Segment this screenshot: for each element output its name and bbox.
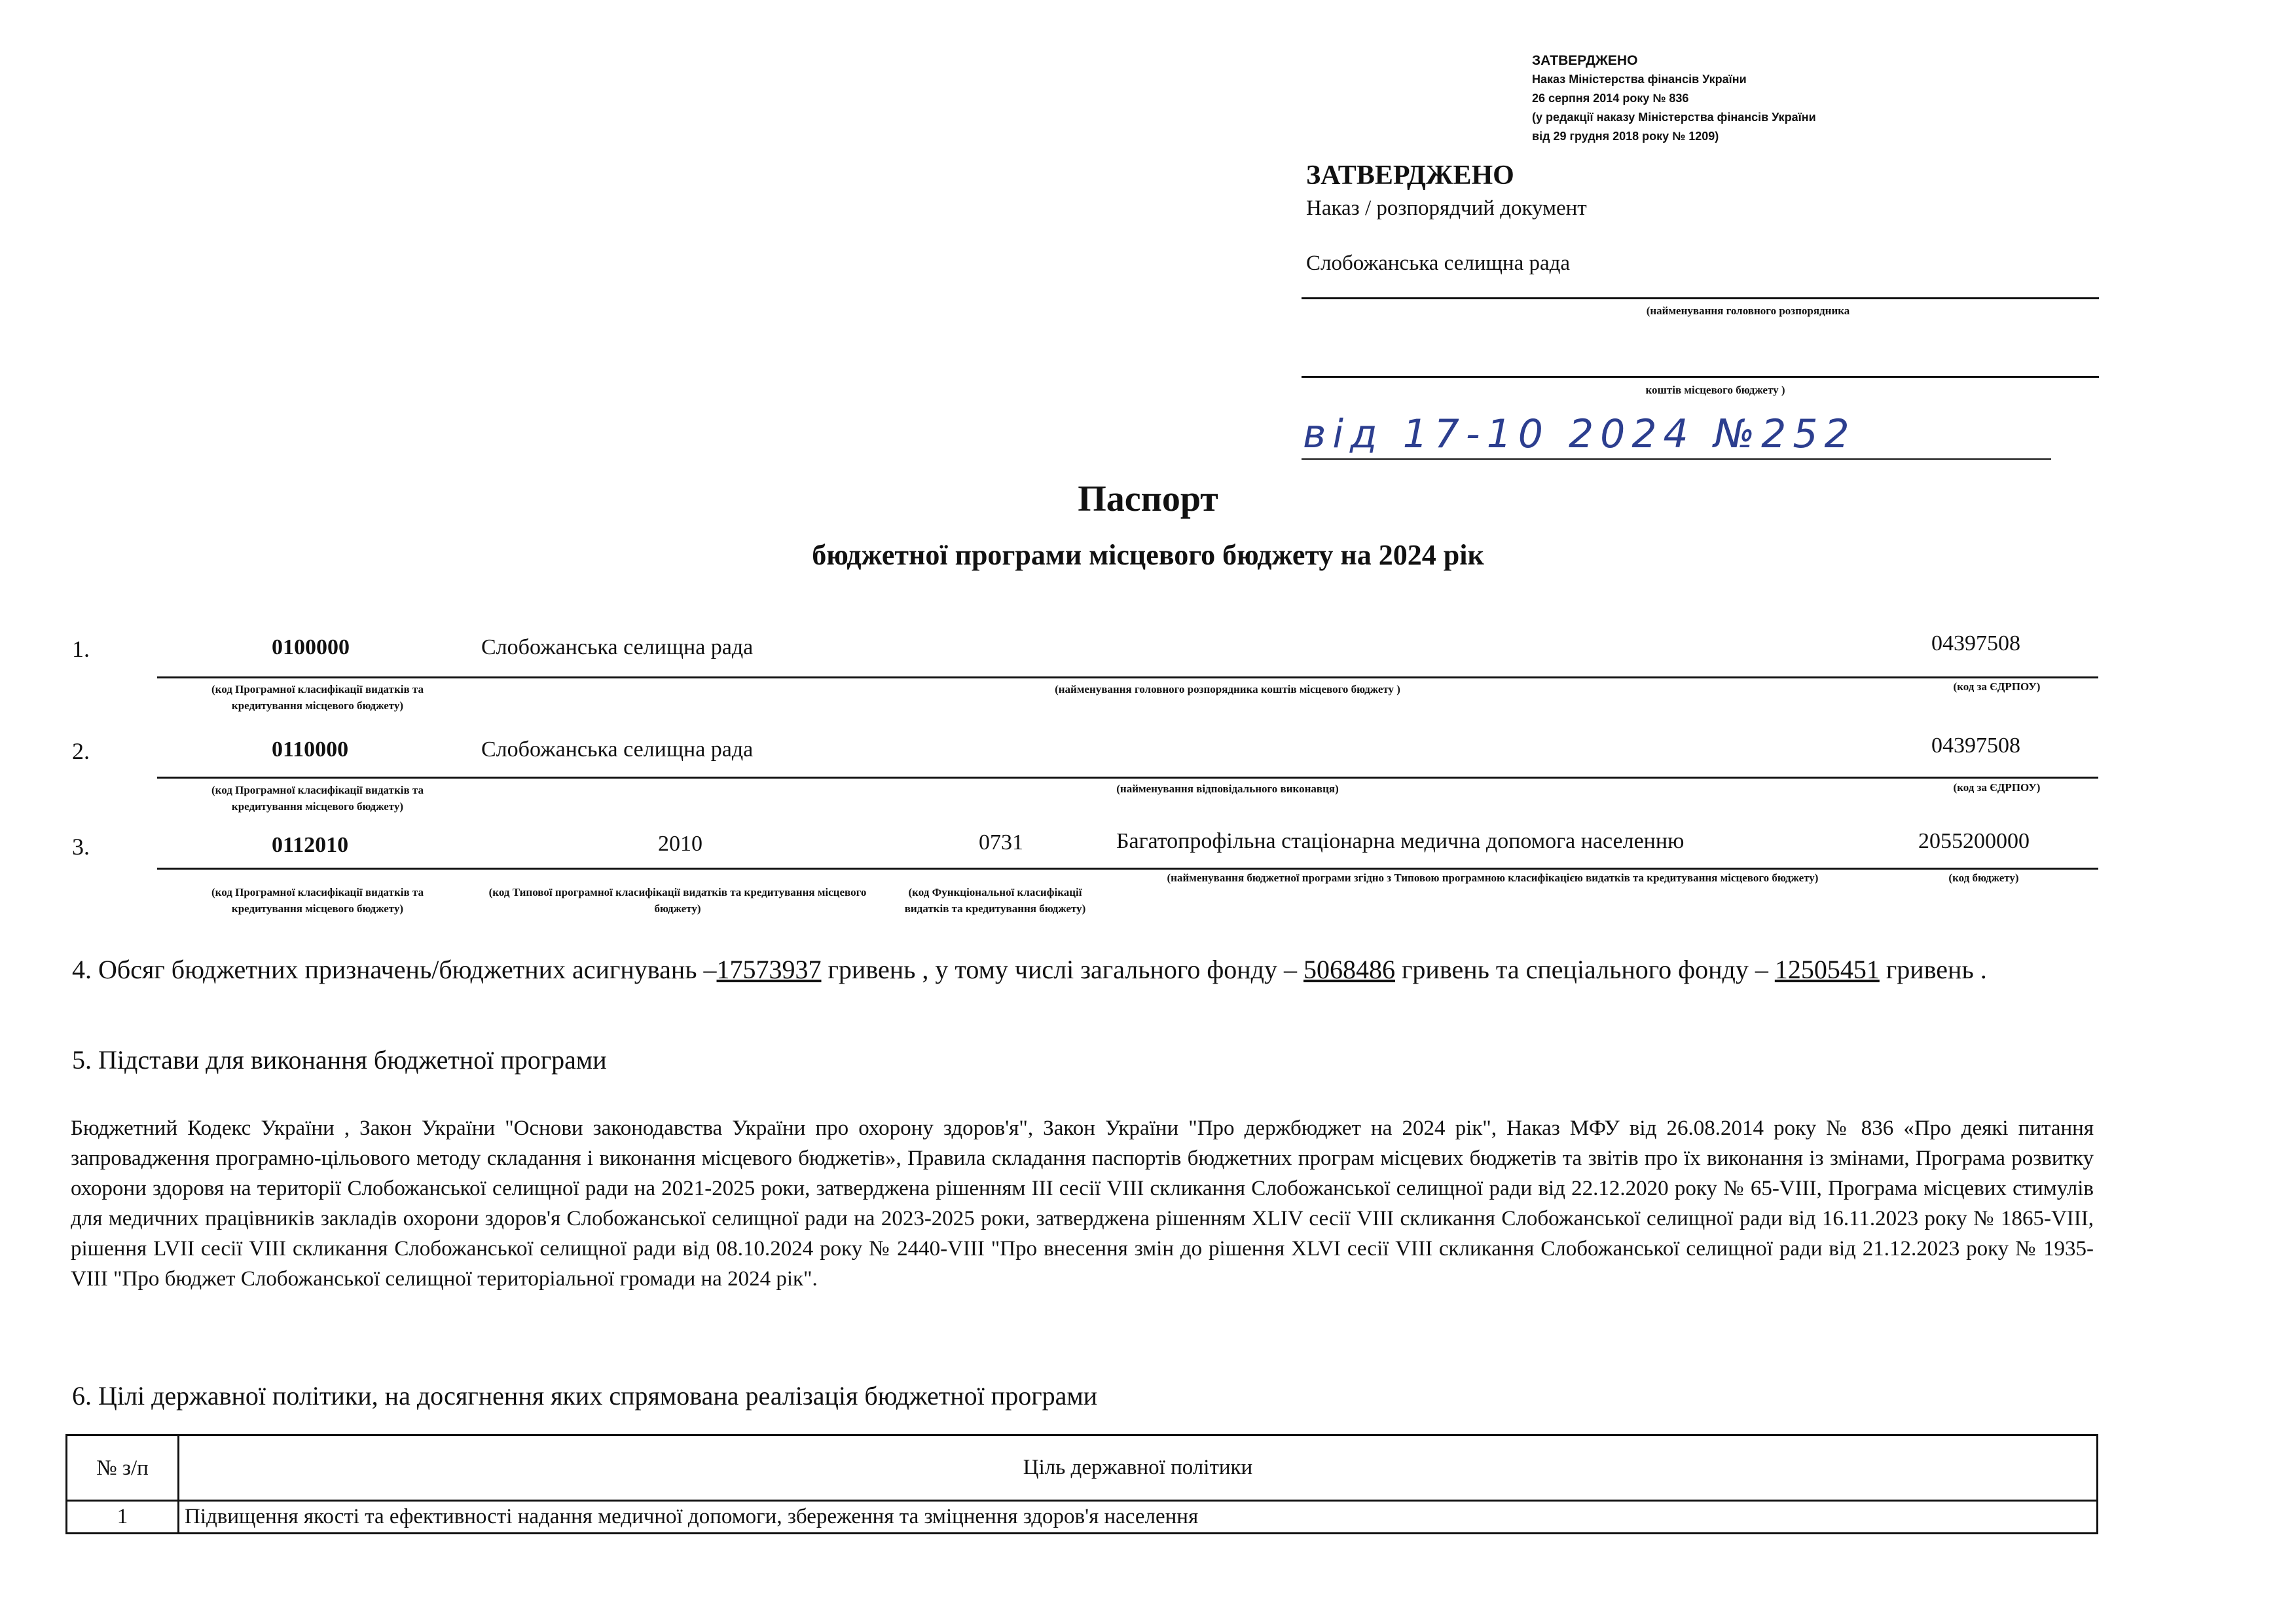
goal-number: 1 — [67, 1501, 179, 1534]
program-holder-name: Слобожанська селищна рада — [481, 635, 754, 659]
budget-code: 2055200000 — [1918, 829, 2030, 853]
policy-goals-table — [65, 1434, 2098, 1534]
official-approval-line: від 29 грудня 2018 року № 1209) — [1532, 130, 1719, 143]
header-goal: Ціль державної політики — [179, 1435, 2098, 1501]
special-fund-amount: 12505451 — [1774, 955, 1880, 984]
executor-name: Слобожанська селищна рада — [481, 737, 754, 762]
caption-program-code: (код Програмної класифікації видатків та кредитування місцевого бюджету) — [211, 683, 424, 712]
handwritten-underline — [1302, 458, 2051, 460]
passport-title: Паспорт — [1078, 479, 1218, 519]
approval-caption-1: (найменування головного розпорядника — [1646, 304, 1850, 317]
caption-program-code: (код Програмної класифікації видатків та кредитування місцевого бюджету) — [211, 784, 424, 813]
section-6-title: 6. Цілі державної політики, на досягнення яких спрямована реалізація бюджетної програми — [72, 1381, 1098, 1411]
row-number: 2. — [72, 738, 90, 764]
caption-name: (найменування відповідального виконавця) — [1116, 783, 1339, 795]
section-4-suffix: гривень . — [1879, 955, 1987, 984]
official-approval-title: ЗАТВЕРДЖЕНО — [1532, 53, 1638, 68]
section-4-mid1: гривень , у тому числі загального фонду – — [821, 955, 1303, 984]
row-number: 3. — [72, 834, 90, 860]
caption-budget-code: (код бюджету) — [1948, 872, 2019, 884]
section-4-prefix: 4. Обсяг бюджетних призначень/бюджетних асигнувань – — [72, 955, 717, 984]
general-fund-amount: 5068486 — [1303, 955, 1395, 984]
legal-basis-text: Бюджетний Кодекс України , Закон України "Основи законодавства України про охорону здоров'я", Закон України "Про держбюджет на 2024 рік", Наказ МФУ від 26.08.2014 року № 836 «Про деякі питання запровадження програмно-цільового методу складання і виконання місцевого бюджетів», Правила складання паспортів бюджетних програм місцевих бюджетів та звітів про їх виконання із змінами, Програма розвитку охорони здоровя на території Слобожанської селищної ради на 2021-2025 роки, затверджена рішенням ІІІ сесії VIII скликання Слобожанської селищної ради від 22.12.2020 року № 65-VIII, Програма місцевих стимулів для медичних працівників закладів охорони здоров'я Слобожанської селищної ради на 2023-2025 роки, затверджена рішенням XLIV сесії VIII скликання Слобожанської селищної ради від 16.11.2023 року № 1865-VIII, рішення LVII сесії VIII скликання Слобожанської селищної ради від 08.10.2024 року № 2440-VIII "Про внесення змін до рішення XLVI сесії VIII скликання Слобожанської селищної ради від 21.12.2023 року № 1935-VIII "Про бюджет Слобожанської селищної територіальної громади на 2024 рік". — [71, 1116, 2094, 1291]
passport-subtitle: бюджетної програми місцевого бюджету на 2024 рік — [812, 539, 1484, 571]
approval-line-1 — [1302, 297, 2099, 299]
caption-functional-code: (код Функціональної класифікації видатків та кредитування бюджету) — [904, 886, 1086, 915]
row-line — [157, 777, 2098, 779]
approval-line-2 — [1302, 376, 2099, 378]
program-code: 0112010 — [272, 833, 349, 857]
section-5-title: 5. Підстави для виконання бюджетної програми — [72, 1045, 607, 1075]
approval-caption-2: коштів місцевого бюджету ) — [1645, 384, 1785, 396]
row-line — [157, 676, 2098, 678]
approval-organization: Слобожанська селищна рада — [1306, 251, 1571, 275]
caption-typical-code: (код Типової програмної класифікації видатків та кредитування місцевого бюджету) — [488, 886, 867, 915]
official-approval-line: (у редакції наказу Міністерства фінансів України — [1532, 111, 1816, 124]
caption-name: (найменування головного розпорядника коштів місцевого бюджету ) — [1055, 683, 1400, 695]
official-approval-line: 26 серпня 2014 року № 836 — [1532, 92, 1689, 105]
approval-title: ЗАТВЕРДЖЕНО — [1306, 160, 1514, 191]
caption-program-code: (код Програмної класифікації видатків та кредитування місцевого бюджету) — [211, 886, 424, 915]
edrpou-code: 04397508 — [1931, 733, 2020, 758]
approval-subtitle: Наказ / розпорядчий документ — [1306, 196, 1587, 220]
section-4-mid2: гривень та спеціального фонду – — [1395, 955, 1768, 984]
caption-edrpou: (код за ЄДРПОУ) — [1953, 680, 2041, 693]
section-4-budget-volume — [72, 950, 2098, 990]
edrpou-code: 04397508 — [1931, 631, 2020, 655]
official-approval-block — [1532, 51, 1816, 146]
program-code: 0110000 — [272, 737, 349, 762]
goal-text: Підвищення якості та ефективності надання медичної допомоги, збереження та зміцнення здоров'я населення — [179, 1501, 2098, 1534]
total-amount: 17573937 — [716, 955, 822, 984]
program-code: 0100000 — [272, 635, 350, 659]
header-number: № з/п — [67, 1435, 179, 1501]
handwritten-date-number: від 17-10 2024 №252 — [1303, 411, 1856, 457]
caption-edrpou: (код за ЄДРПОУ) — [1953, 781, 2041, 794]
typical-program-code: 2010 — [658, 832, 702, 856]
functional-code: 0731 — [979, 830, 1023, 855]
table-row — [67, 1501, 2098, 1534]
official-approval-line: Наказ Міністерства фінансів України — [1532, 73, 1747, 86]
row-number: 1. — [72, 636, 90, 662]
caption-program-name: (найменування бюджетної програми згідно з Типовою програмною класифікацією видатків та кредитування місцевого бюджету) — [1167, 872, 1819, 884]
program-name: Багатопрофільна стаціонарна медична допомога населенню — [1116, 829, 1685, 853]
